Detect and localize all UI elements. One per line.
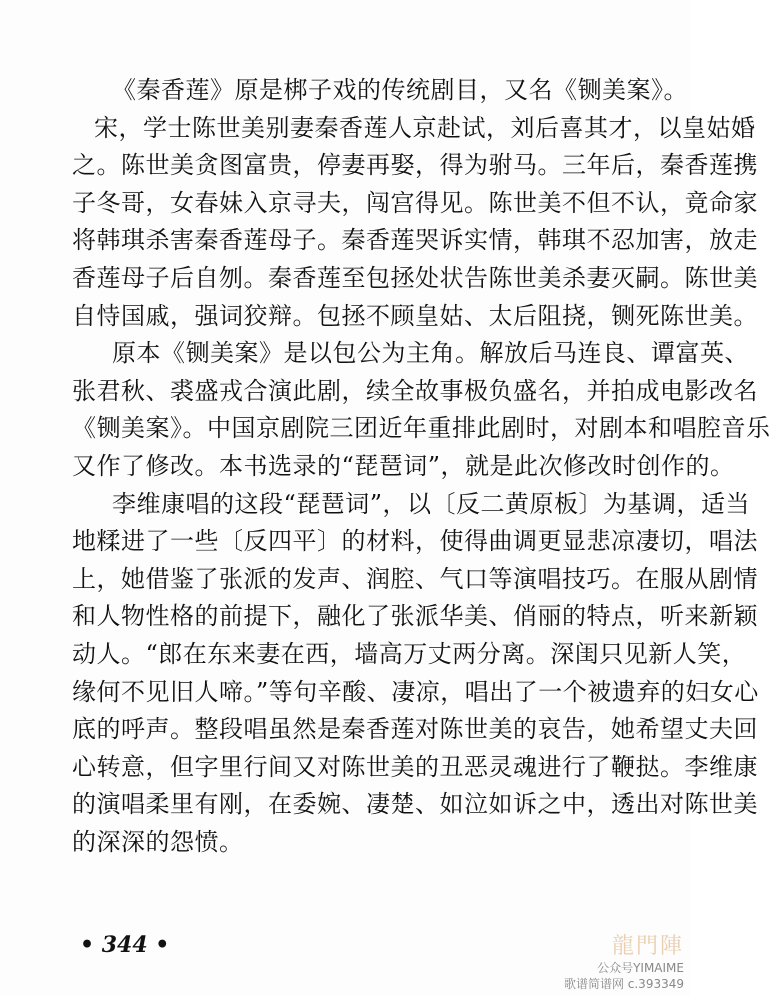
text-line-4: 子冬哥，女春妹入京寻夫，闯宫得见。陈世美不但不认，竟命家 xyxy=(72,188,758,217)
text-line-19: 心转意，但字里行间又对陈世美的丑恶灵魂进行了鞭挞。李维康 xyxy=(72,752,758,781)
text-line-10: 《铡美案》。中国京剧院三团近年重排此剧时，对剧本和唱腔音乐 xyxy=(72,414,771,443)
text-line-3: 之。陈世美贪图富贵，停妻再娶，得为驸马。三年后，秦香莲携 xyxy=(72,151,758,180)
text-line-20: 的演唱柔里有刚，在委婉、凄楚、如泣如诉之中，透出对陈世美 xyxy=(72,790,758,819)
text-line-11: 又作了修改。本书选录的“琵琶词”，就是此次修改时创作的。 xyxy=(72,451,735,480)
text-line-5: 将韩琪杀害秦香莲母子。秦香莲哭诉实情，韩琪不忍加害，放走 xyxy=(72,226,758,255)
watermark xyxy=(564,929,684,992)
text-line-12: 李维康唱的这段“琵琶词”，以〔反二黄原板〕为基调，适当 xyxy=(112,489,751,518)
body-text xyxy=(72,72,771,861)
text-line-6: 香莲母子后自刎。秦香莲至包拯处状告陈世美杀妻灭嗣。陈世美 xyxy=(72,263,758,292)
text-line-18: 底的呼声。整段唱虽然是秦香莲对陈世美的哀告，她希望丈夫回 xyxy=(72,715,758,744)
text-line-15: 和人物性格的前提下，融化了张派华美、俏丽的特点，听来新颖 xyxy=(72,602,758,631)
text-line-7: 自恃国戚，强词狡辩。包拯不顾皇姑、太后阻挠，铡死陈世美。 xyxy=(72,301,758,330)
text-line-14: 上，她借鉴了张派的发声、润腔、气口等演唱技巧。在服从剧情 xyxy=(72,564,758,593)
text-line-8: 原本《铡美案》是以包公为主角。解放后马连良、谭富英、 xyxy=(112,339,749,368)
watermark-logo: 龍門陣 xyxy=(611,934,684,959)
page-number: • 344 • xyxy=(80,932,170,958)
text-line-21: 的深深的怨愤。 xyxy=(72,827,244,856)
text-line-9: 张君秋、裘盛戎合演此剧，续全故事极负盛名，并拍成电影改名 xyxy=(72,376,758,405)
watermark-wechat: 公众号YIMAIME xyxy=(597,961,684,975)
text-line-16: 动人。“郎在东来妻在西，墙高万丈两分离。深闺只见新人笑， xyxy=(72,639,747,668)
text-line-17: 缘何不见旧人啼。”等句辛酸、凄凉，唱出了一个被遗弃的妇女心 xyxy=(72,677,759,706)
watermark-site: 歌谱简谱网 c.393349 xyxy=(563,977,684,991)
text-line-1: 《秦香莲》原是梆子戏的传统剧目，又名《铡美案》。 xyxy=(112,76,688,104)
text-line-2: 宋，学士陈世美别妻秦香莲人京赴试，刘后喜其才，以皇姑婚 xyxy=(94,113,756,142)
text-line-13: 地糅进了一些〔反四平〕的材料，使得曲调更显悲凉凄切，唱法 xyxy=(72,527,758,556)
